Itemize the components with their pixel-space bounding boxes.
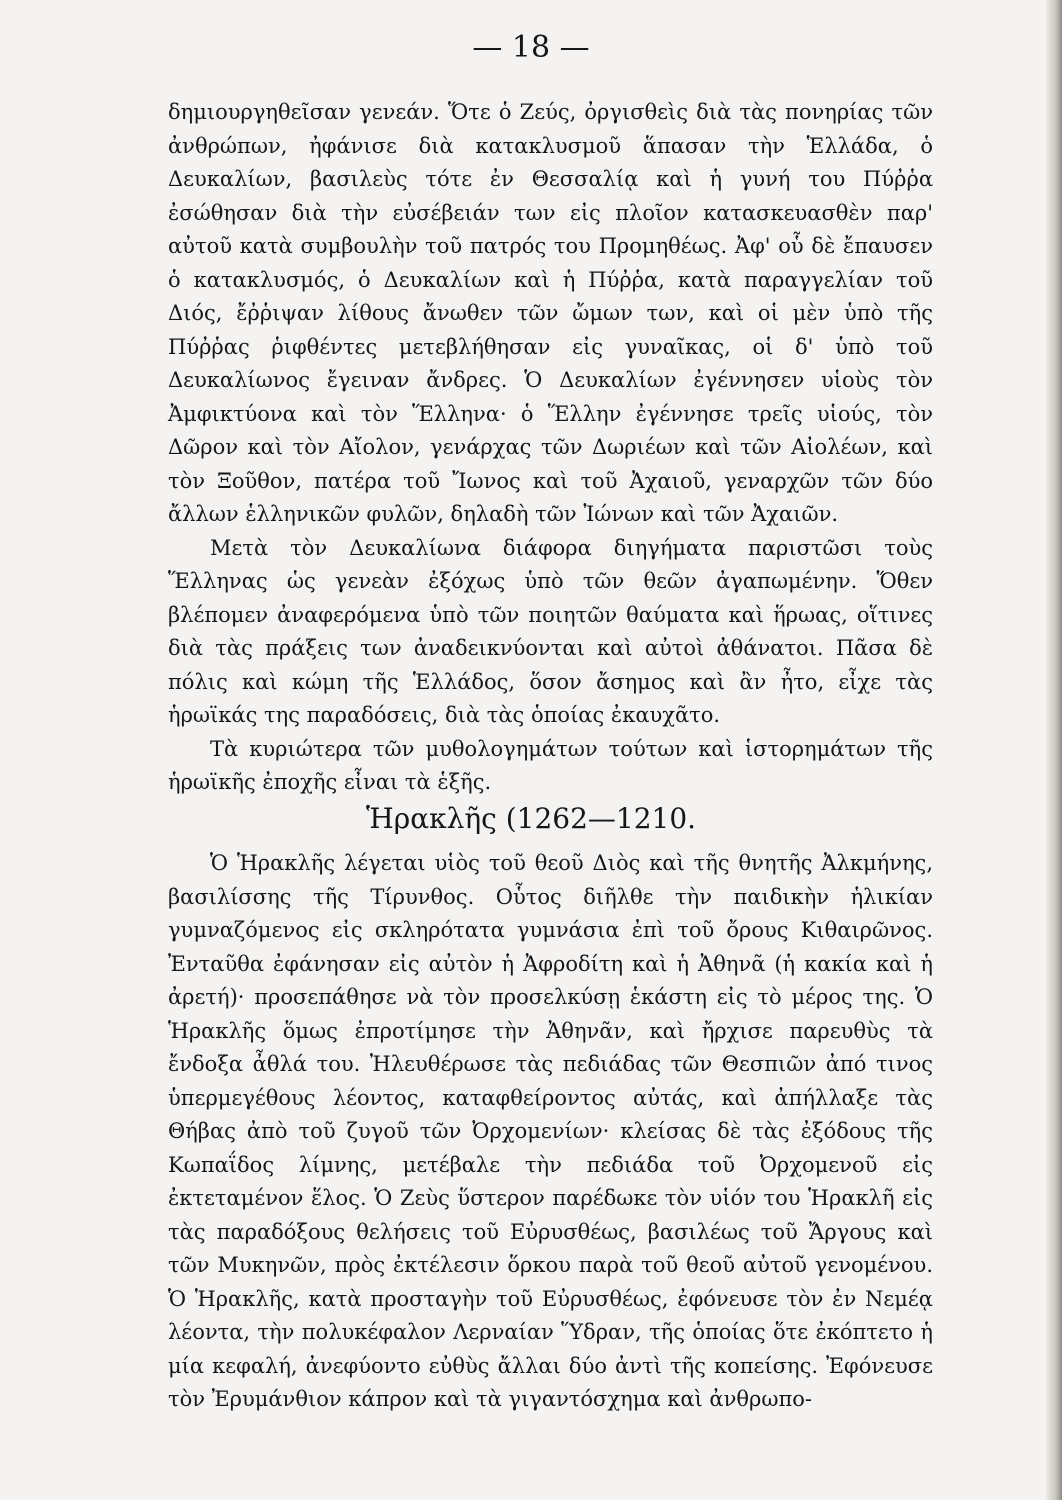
text-block-top (168, 96, 933, 800)
paragraph-heracles: Ὁ Ἡρακλῆς λέγεται υἱὸς τοῦ θεοῦ Διὸς καὶ τῆς θνητῆς Ἀλκμήνης, βασιλίσσης τῆς Τίρυνθος. Οὗτος διῆλθε τὴν παιδικὴν ἡλικίαν γυμναζόμενος εἰς σκληρότατα γυμνάσια ἐπὶ τοῦ ὄρους Κιθαιρῶνος. Ἐνταῦθα ἐφάνησαν εἰς αὐτὸν ἡ Ἀφροδίτη καὶ ἡ Ἀθηνᾶ (ἡ κακία καὶ ἡ ἀρετή)· προσεπάθησε νὰ τὸν προσελκύσῃ ἑκάστη εἰς τὸ μέρος της. Ὁ Ἡρακλῆς ὅμως ἐπροτίμησε τὴν Ἀθηνᾶν, καὶ ἤρχισε παρευθὺς τὰ ἔνδοξα ἆθλά του. Ἠλευθέρωσε τὰς πεδιάδας τῶν Θεσπιῶν ἀπό τινος ὑπερμεγέθους λέοντος, καταφθείροντος αὐτάς, καὶ ἀπήλλαξε τὰς Θήβας ἀπὸ τοῦ ζυγοῦ τῶν Ὀρχομενίων· κλείσας δὲ τὰς ἐξόδους τῆς Κωπαΐδος λίμνης, μετέβαλε τὴν πεδιάδα τοῦ Ὀρχομενοῦ εἰς ἐκτεταμένον ἕλος. Ὁ Ζεὺς ὕστερον παρέδωκε τὸν υἱόν του Ἡρακλῆ εἰς τὰς παραδόξους θελήσεις τοῦ Εὐρυσθέως, βασιλέως τοῦ Ἄργους καὶ τῶν Μυκηνῶν, πρὸς ἐκτέλεσιν ὅρκου παρὰ τοῦ θεοῦ αὐτοῦ γενομένου. Ὁ Ἡρακλῆς, κατὰ προσταγὴν τοῦ Εὐρυσθέως, ἐφόνευσε τὸν ἐν Νεμέᾳ λέοντα, τὴν πολυκέφαλον Λερναίαν Ὕδραν, τῆς ὁποίας ὅτε ἐκόπτετο ἡ μία κεφαλή, ἀνεφύοντο εὐθὺς ἄλλαι δύο ἀντὶ τῆς κοπείσης. Ἐφόνευσε τὸν Ἐρυμάνθιον κάπρον καὶ τὰ γιγαντόσχημα καὶ ἀνθρωπο- (168, 851, 933, 1411)
page-edge-shadow (1046, 0, 1062, 1500)
paragraph-heroes: Μετὰ τὸν Δευκαλίωνα διάφορα διηγήματα παριστῶσι τοὺς Ἕλληνας ὡς γενεὰν ἐξόχως ὑπὸ τῶν θεῶν ἀγαπωμένην. Ὅθεν βλέπομεν ἀναφερόμενα ὑπὸ τῶν ποιητῶν θαύματα καὶ ἥρωας, οἵτινες διὰ τὰς πράξεις των ἀναδεικνύονται καὶ αὐτοὶ ἀθάνατοι. Πᾶσα δὲ πόλις καὶ κώμη τῆς Ἑλλάδος, ὅσον ἄσημος καὶ ἂν ἦτο, εἶχε τὰς ἡρωϊκάς της παραδόσεις, διὰ τὰς ὁποίας ἐκαυχᾶτο. (168, 535, 933, 727)
page-number: — 18 — (472, 30, 590, 65)
text-block-bottom (168, 847, 933, 1417)
paragraph-deucalion: δημιουργηθεῖσαν γενεάν. Ὅτε ὁ Ζεύς, ὀργισθεὶς διὰ τὰς πονηρίας τῶν ἀνθρώπων, ἠφάνισε διὰ κατακλυσμοῦ ἅπασαν τὴν Ἑλλάδα, ὁ Δευκαλίων, βασιλεὺς τότε ἐν Θεσσαλίᾳ καὶ ἡ γυνή του Πύῤῥα ἐσώθησαν διὰ τὴν εὐσέβειάν των εἰς πλοῖον κατασκευασθὲν παρ' αὐτοῦ κατὰ συμβουλὴν τοῦ πατρός του Προμηθέως. Ἀφ' οὗ δὲ ἔπαυσεν ὁ κατακλυσμός, ὁ Δευκαλίων καὶ ἡ Πύῤῥα, κατὰ παραγγελίαν τοῦ Διός, ἔῤῥιψαν λίθους ἄνωθεν τῶν ὤμων των, καὶ οἱ μὲν ὑπὸ τῆς Πύῤῥας ῥιφθέντες μετεβλήθησαν εἰς γυναῖκας, οἱ δ' ὑπὸ τοῦ Δευκαλίωνος ἔγειναν ἄνδρες. Ὁ Δευκαλίων ἐγέννησεν υἱοὺς τὸν Ἀμφικτύονα καὶ τὸν Ἕλληνα· ὁ Ἕλλην ἐγέννησε τρεῖς υἱούς, τὸν Δῶρον καὶ τὸν Αἴολον, γενάρχας τῶν Δωριέων καὶ τῶν Αἰολέων, καὶ τὸν Ξοῦθον, πατέρα τοῦ Ἴωνος καὶ τοῦ Ἀχαιοῦ, γεναρχῶν τῶν δύο ἄλλων ἑλληνικῶν φυλῶν, δηλαδὴ τῶν Ἰώνων καὶ τῶν Ἀχαιῶν. (168, 100, 933, 526)
section-heading-heracles: Ἡρακλῆς (1262—1210. (365, 802, 697, 835)
paragraph-intro-list: Τὰ κυριώτερα τῶν μυθολογημάτων τούτων καὶ ἱστορημάτων τῆς ἡρωϊκῆς ἐποχῆς εἶναι τὰ ἑξῆς. (168, 736, 933, 794)
